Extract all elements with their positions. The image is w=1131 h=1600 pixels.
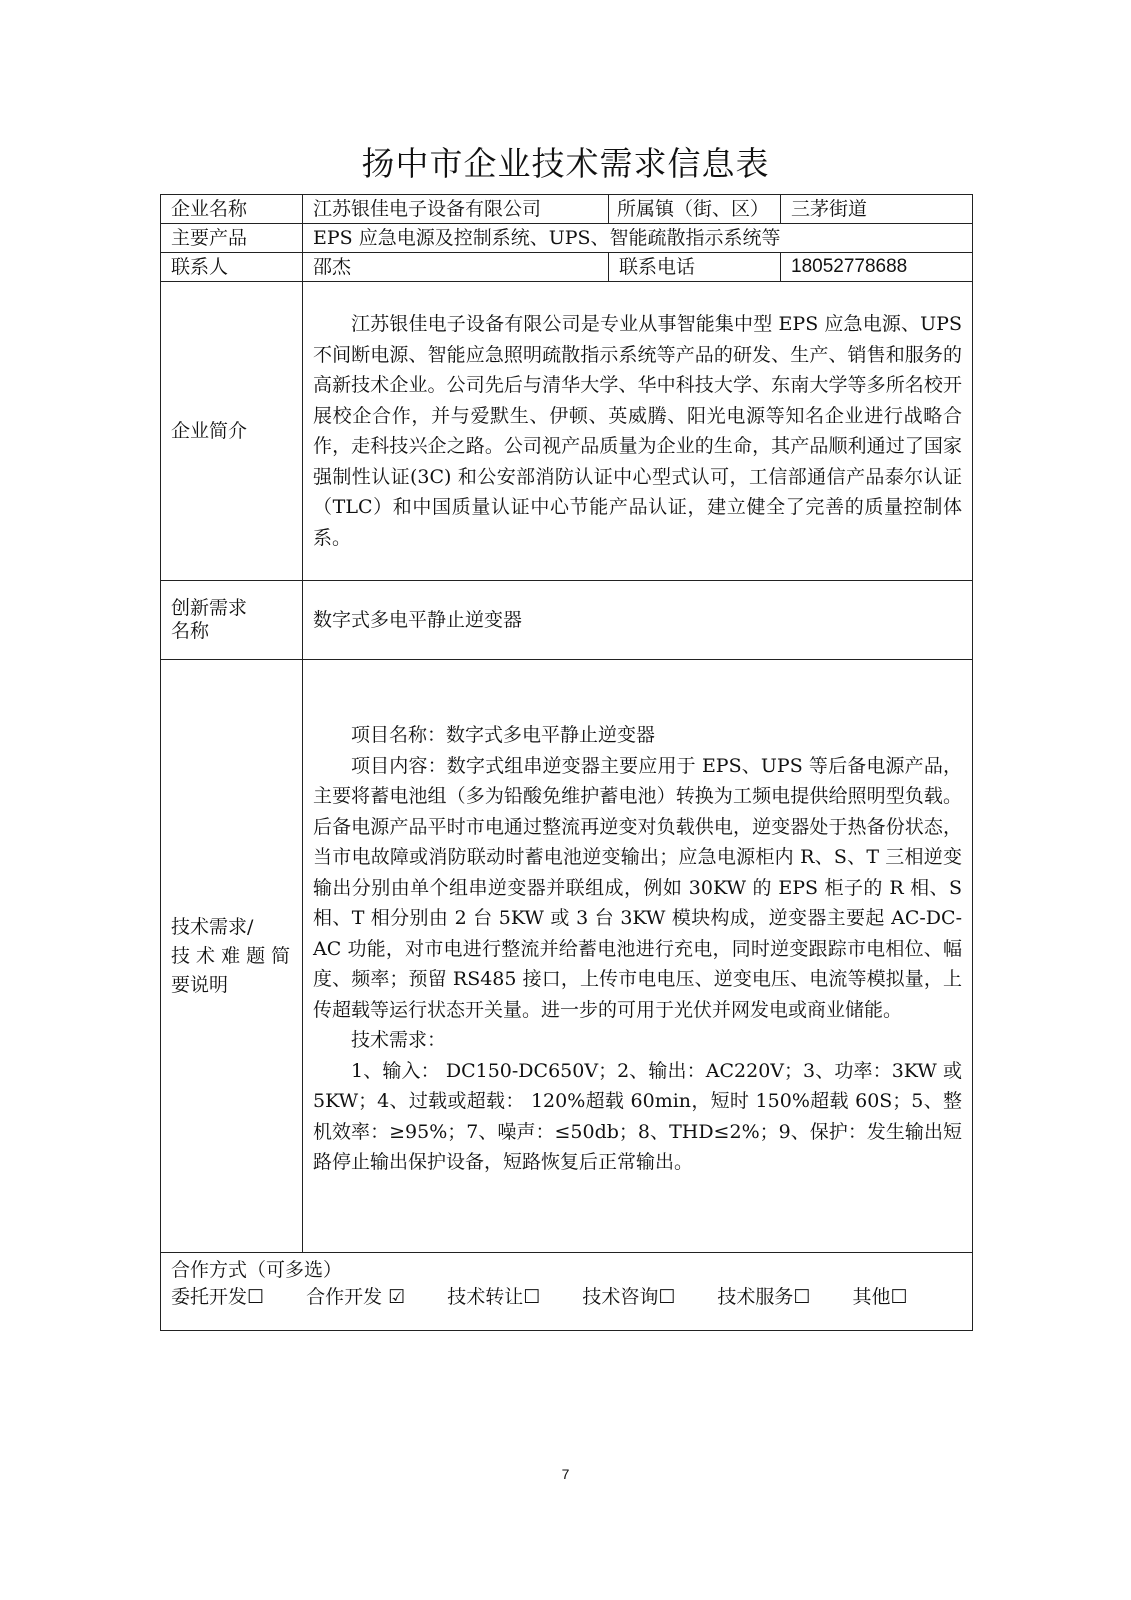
page-title: 扬中市企业技术需求信息表 <box>361 144 770 183</box>
coop-option-joint[interactable]: 合作开发 ☑ <box>306 1285 406 1308</box>
need-label-line2: 名称 <box>171 620 210 642</box>
tech-project-name: 项目名称：数字式多电平静止逆变器 <box>351 724 656 746</box>
contact-value: 邵杰 <box>303 253 609 282</box>
need-label-line1: 创新需求 <box>171 597 248 620</box>
tech-label-line1: 技术需求/ <box>171 915 254 938</box>
coop-option-service[interactable]: 技术服务☐ <box>717 1285 811 1308</box>
row-cooperation <box>161 1253 973 1331</box>
row-tech <box>161 660 973 1253</box>
tech-content <box>303 660 973 1253</box>
intro-content <box>303 282 973 581</box>
company-value: 江苏银佳电子设备有限公司 <box>303 195 609 224</box>
town-label: 所属镇（街、区） <box>609 195 781 224</box>
phone-label: 联系电话 <box>609 253 781 282</box>
tech-requirements-heading: 技术需求： <box>351 1029 447 1051</box>
page-number: 7 <box>561 1466 570 1482</box>
coop-option-consulting[interactable]: 技术咨询☐ <box>582 1285 676 1308</box>
row-need-name <box>161 581 973 660</box>
tech-project-content: 项目内容：数字式组串逆变器主要应用于 EPS、UPS 等后备电源产品，主要将蓄电池组（多为铅酸免维护蓄电池）转换为工频电提供给照明型负载。后备电源产品平时市电通过整流再逆变对负载供电，逆变器处于热备份状态，当市电故障或消防联动时蓄电池逆变输出；应急电源柜内 R、S、T 三相逆变输出分别由单个组串逆变器并联组成，例如 30KW 的 EPS 柜子的 R 相、S 相、T 相分别由 2 台 5KW 或 3 台 3KW 模块构成，逆变器主要起 AC-DC-AC 功能，对市电进行整流并给蓄电池进行充电，同时逆变跟踪市电相位、幅度、频率；预留 RS485 接口，上传市电电压、逆变电压、电流等模拟量，上传超载等运行状态开关量。进一步的可用于光伏并网发电或商业储能。 <box>313 754 962 1021</box>
intro-label: 企业简介 <box>161 282 303 581</box>
need-value: 数字式多电平静止逆变器 <box>303 581 973 660</box>
coop-option-transfer[interactable]: 技术转让☐ <box>447 1285 541 1308</box>
phone-value: 18052778688 <box>781 253 973 282</box>
row-contact <box>161 253 973 282</box>
coop-option-commissioned[interactable]: 委托开发☐ <box>171 1285 265 1308</box>
cooperation-cell <box>161 1253 973 1331</box>
coop-label: 合作方式（可多选） <box>171 1259 343 1281</box>
row-intro <box>161 282 973 581</box>
coop-options <box>171 1286 962 1309</box>
need-label <box>161 581 303 660</box>
intro-text: 江苏银佳电子设备有限公司是专业从事智能集中型 EPS 应急电源、UPS 不间断电源、智能应急照明疏散指示系统等产品的研发、生产、销售和服务的高新技术企业。公司先后与清华大学、华中科技大学、东南大学等多所名校开展校企合作，并与爱默生、伊顿、英威腾、阳光电源等知名企业进行战略合作，走科技兴企之路。公司视产品质量为企业的生命，其产品顺利通过了国家强制性认证(3C) 和公安部消防认证中心型式认可，工信部通信产品泰尔认证（TLC）和中国质量认证中心节能产品认证，建立健全了完善的质量控制体系。 <box>313 313 962 549</box>
town-value: 三茅街道 <box>781 195 973 224</box>
contact-label: 联系人 <box>161 253 303 282</box>
row-products <box>161 224 973 253</box>
products-label: 主要产品 <box>161 224 303 253</box>
coop-option-other[interactable]: 其他☐ <box>852 1285 908 1308</box>
tech-label <box>161 660 303 1253</box>
company-label: 企业名称 <box>161 195 303 224</box>
tech-requirements-list: 1、输入： DC150-DC650V；2、输出：AC220V；3、功率：3KW 或 5KW；4、过载或超载： 120%超载 60min，短时 150%超载 60S；5、整机效率：≥95%；7、噪声：≤50db；8、THD≤2%；9、保护：发生输出短路停止输出保护设备，短路恢复后正常输出。 <box>313 1059 962 1173</box>
products-value: EPS 应急电源及控制系统、UPS、智能疏散指示系统等 <box>303 224 973 253</box>
tech-label-line2: 技 术 难 题 简 <box>171 944 291 967</box>
tech-label-line3: 要说明 <box>171 973 229 996</box>
row-company <box>161 195 973 224</box>
tech-demand-form <box>160 194 973 1331</box>
